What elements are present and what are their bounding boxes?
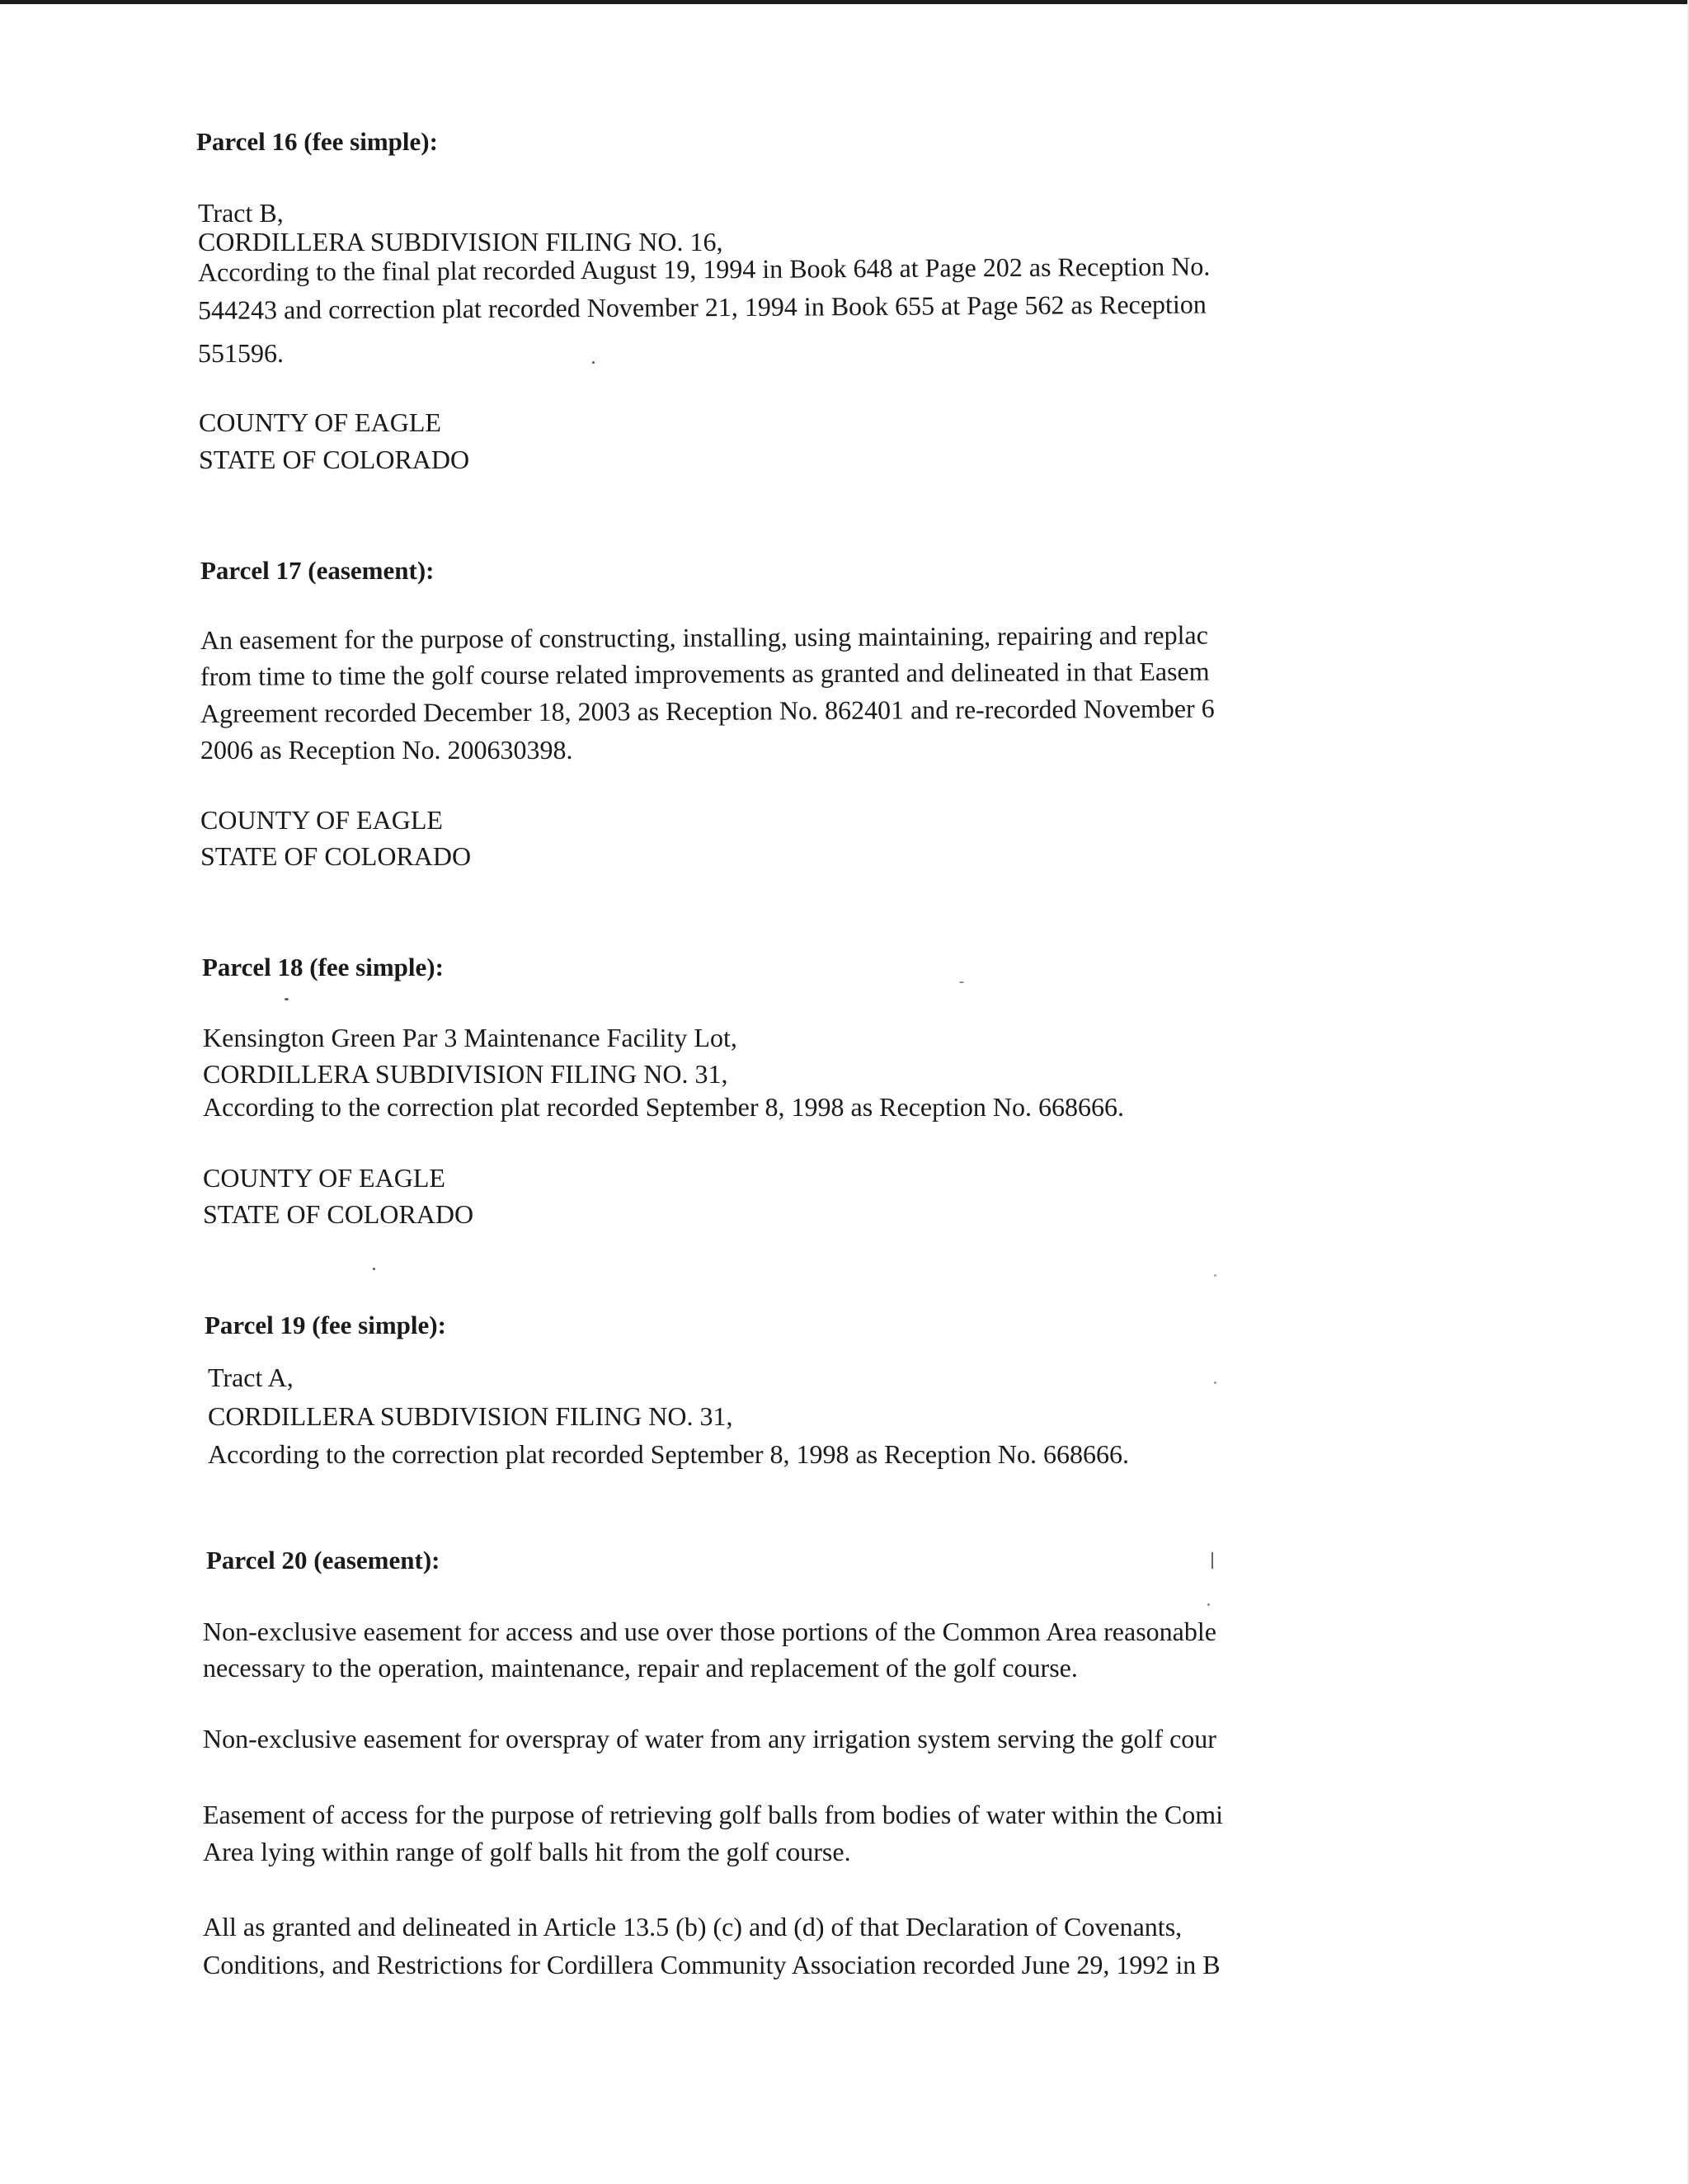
parcel-text-line: Agreement recorded December 18, 2003 as Reception No. 862401 and re-recorded November 6 bbox=[200, 693, 1215, 728]
parcel-text-line: 2006 as Reception No. 200630398. bbox=[200, 735, 573, 765]
parcel-text-line: An easement for the purpose of constructing, installing, using maintaining, repairing and replac bbox=[200, 619, 1208, 655]
scan-speck bbox=[959, 981, 964, 983]
scan-speck bbox=[1214, 1274, 1216, 1277]
parcel-text-line: from time to time the golf course related improvements as granted and delineated in that Easem bbox=[200, 656, 1210, 691]
scan-speck bbox=[1211, 1552, 1213, 1569]
parcel-text-line: All as granted and delineated in Article 13.5 (b) (c) and (d) of that Declaration of Covenants, bbox=[203, 1912, 1183, 1942]
scan-speck bbox=[285, 998, 289, 1000]
parcel-text-line: STATE OF COLORADO bbox=[199, 445, 470, 474]
parcel-heading: Parcel 17 (easement): bbox=[200, 556, 435, 585]
parcel-text-line: Non-exclusive easement for access and use over those portions of the Common Area reasonable bbox=[203, 1617, 1216, 1646]
scan-speck bbox=[1214, 1381, 1216, 1384]
parcel-text-line: According to the correction plat recorded September 8, 1998 as Reception No. 668666. bbox=[203, 1092, 1124, 1122]
parcel-text-line: CORDILLERA SUBDIVISION FILING NO. 31, bbox=[203, 1059, 728, 1089]
scan-speck bbox=[592, 361, 595, 364]
parcel-text-line: Tract A, bbox=[208, 1363, 294, 1392]
parcel-text-line: CORDILLERA SUBDIVISION FILING NO. 31, bbox=[208, 1401, 733, 1431]
parcel-heading: Parcel 19 (fee simple): bbox=[205, 1311, 446, 1339]
parcel-text-line: Conditions, and Restrictions for Cordillera Community Association recorded June 29, 1992 in B bbox=[203, 1950, 1221, 1979]
parcel-heading: Parcel 16 (fee simple): bbox=[196, 127, 438, 156]
parcel-text-line: CORDILLERA SUBDIVISION FILING NO. 16, bbox=[198, 227, 723, 257]
parcel-text-line: COUNTY OF EAGLE bbox=[199, 407, 441, 437]
parcel-text-line: STATE OF COLORADO bbox=[203, 1199, 474, 1229]
scan-speck bbox=[373, 1268, 375, 1270]
parcel-text-line: Non-exclusive easement for overspray of water from any irrigation system serving the golf cour bbox=[203, 1724, 1216, 1753]
parcel-text-line: Easement of access for the purpose of retrieving golf balls from bodies of water within the Comi bbox=[203, 1800, 1223, 1829]
parcel-text-line: Area lying within range of golf balls hit from the golf course. bbox=[203, 1837, 851, 1866]
parcel-heading: Parcel 20 (easement): bbox=[206, 1546, 440, 1574]
parcel-text-line: COUNTY OF EAGLE bbox=[203, 1163, 445, 1193]
parcel-text-line: Tract B, bbox=[198, 198, 284, 228]
parcel-text-line: necessary to the operation, maintenance, repair and replacement of the golf course. bbox=[203, 1653, 1078, 1683]
parcel-text-line: According to the final plat recorded August 19, 1994 in Book 648 at Page 202 as Reception No. bbox=[197, 251, 1211, 287]
parcel-text-line: 544243 and correction plat recorded November 21, 1994 in Book 655 at Page 562 as Reception bbox=[197, 289, 1207, 325]
scan-speck bbox=[1207, 1603, 1210, 1606]
parcel-heading: Parcel 18 (fee simple): bbox=[202, 953, 444, 981]
parcel-text-line: Kensington Green Par 3 Maintenance Facility Lot, bbox=[203, 1023, 737, 1052]
parcel-text-line: According to the correction plat recorded September 8, 1998 as Reception No. 668666. bbox=[208, 1439, 1129, 1469]
parcel-text-line: STATE OF COLORADO bbox=[200, 841, 472, 871]
parcel-text-line: COUNTY OF EAGLE bbox=[200, 805, 443, 835]
parcel-text-line: 551596. bbox=[198, 338, 284, 368]
